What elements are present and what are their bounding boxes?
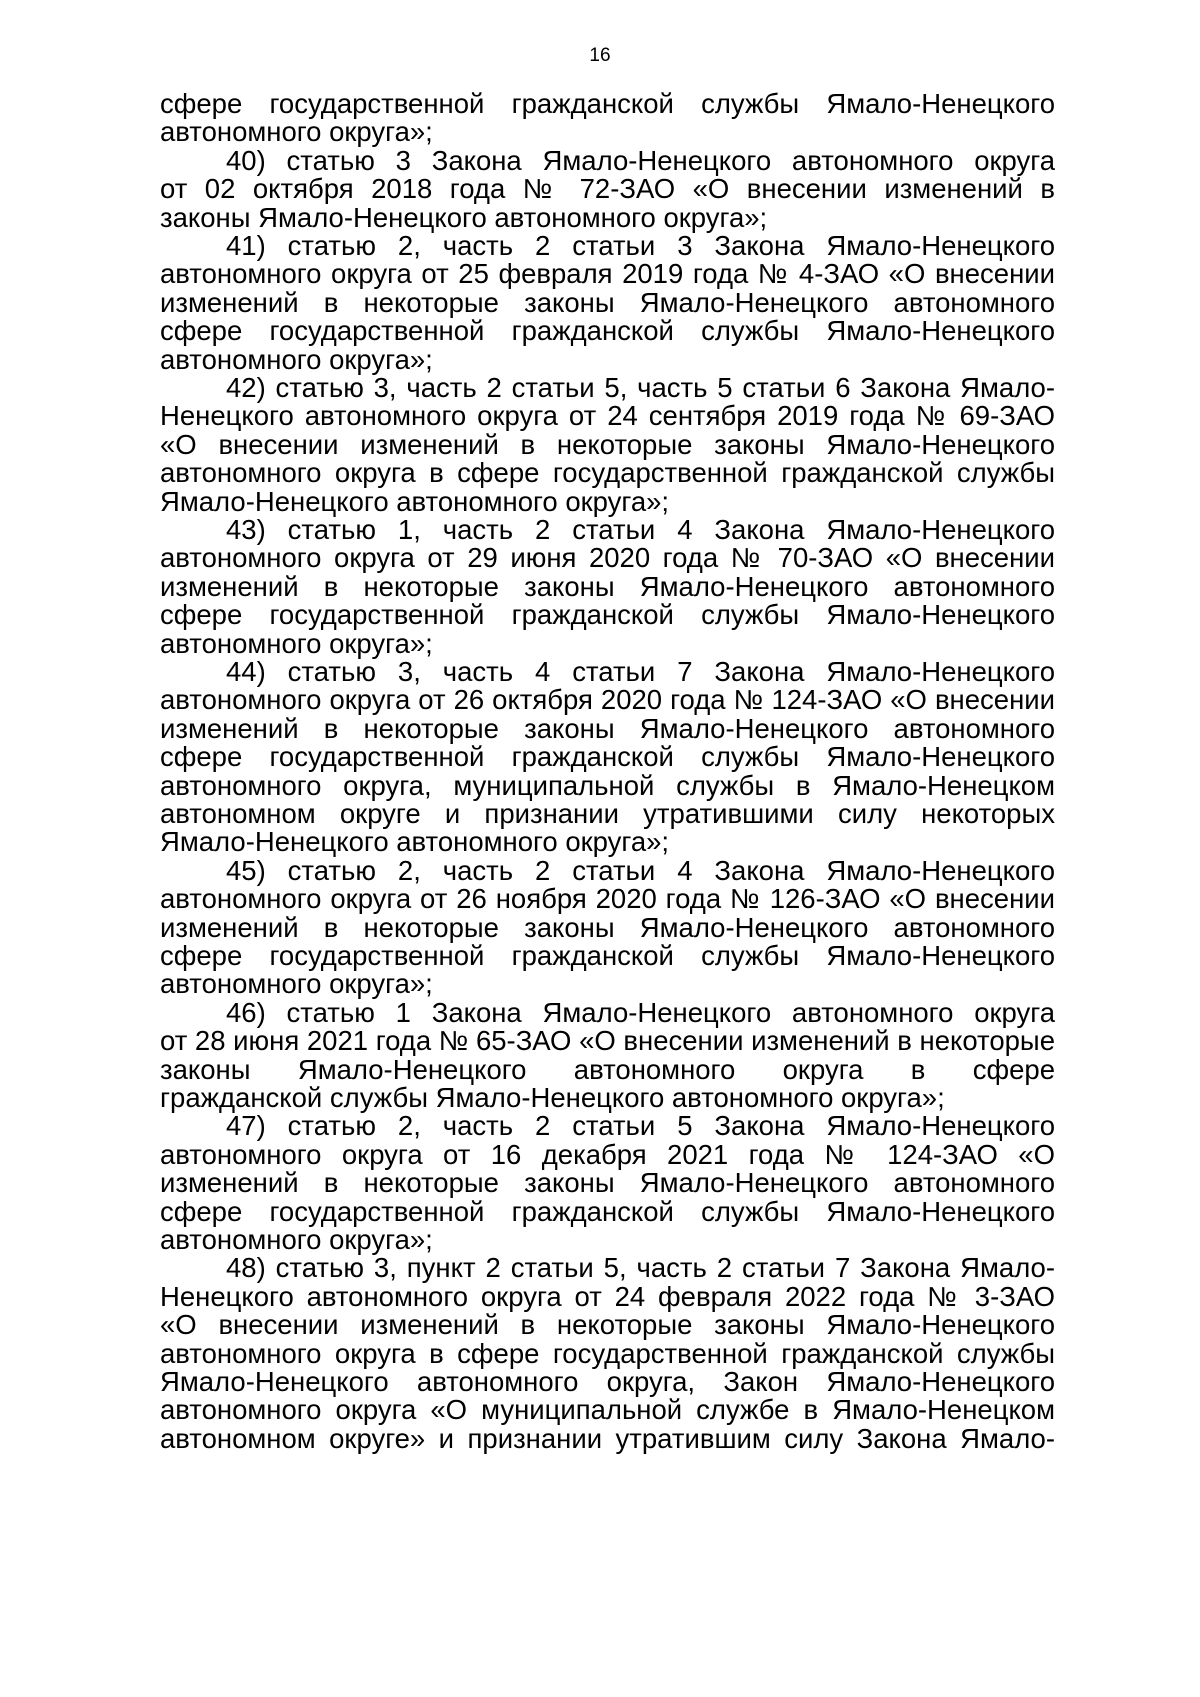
text-line: «О внесении изменений в некоторые законы Ямало-Ненецкого xyxy=(160,1309,1055,1341)
paragraph-first-line: 41) статью 2, часть 2 статьи 3 Закона Ямало-Ненецкого xyxy=(226,230,1055,261)
paragraph-first-line: 43) статью 1, часть 2 статьи 4 Закона Ямало-Ненецкого xyxy=(226,514,1055,545)
paragraph-first-line: 47) статью 2, часть 2 статьи 5 Закона Ямало-Ненецкого xyxy=(226,1110,1055,1142)
text-line: изменений в некоторые законы Ямало-Ненецкого автономного xyxy=(160,712,1055,744)
text-line: автономного округа»; xyxy=(160,343,433,375)
text-line: автономного округа от 26 ноября 2020 года № 126-ЗАО «О внесении xyxy=(160,883,1055,915)
paragraph-first-line: 44) статью 3, часть 4 статьи 7 Закона Ямало-Ненецкого xyxy=(226,656,1055,687)
text-line: Ямало-Ненецкого автономного округа»; xyxy=(160,826,670,858)
text-line: гражданской службы Ямало-Ненецкого автономного округа»; xyxy=(160,1082,945,1113)
text-line: сфере государственной гражданской службы Ямало-Ненецкого xyxy=(160,940,1055,971)
text-line: сфере государственной гражданской службы Ямало-Ненецкого xyxy=(160,599,1055,631)
text-line: законы Ямало-Ненецкого автономного округа»; xyxy=(160,201,768,233)
paragraph-first-line: 40) статью 3 Закона Ямало-Ненецкого автономного округа xyxy=(226,144,1055,176)
text-line: сфере государственной гражданской службы Ямало-Ненецкого xyxy=(160,315,1055,347)
paragraph-first-line: 45) статью 2, часть 2 статьи 4 Закона Ямало-Ненецкого xyxy=(226,854,1055,886)
text-line: автономного округа»; xyxy=(160,968,433,1000)
text-line: сфере государственной гражданской службы Ямало-Ненецкого xyxy=(160,741,1055,773)
text-line: сфере государственной гражданской службы Ямало-Ненецкого xyxy=(160,88,1055,119)
text-line: автономного округа от 29 июня 2020 года № 70-ЗАО «О внесении xyxy=(160,542,1055,574)
text-line: автономного округа»; xyxy=(160,116,433,148)
text-line: автономного округа «О муниципальной службе в Ямало-Ненецком xyxy=(160,1394,1055,1426)
text-line: изменений в некоторые законы Ямало-Ненецкого автономного xyxy=(160,1167,1055,1199)
paragraph-first-line: 48) статью 3, пункт 2 статьи 5, часть 2 статьи 7 Закона Ямало- xyxy=(226,1252,1055,1284)
text-line: автономного округа, муниципальной службы в Ямало-Ненецком xyxy=(160,769,1055,801)
text-line: автономном округе» и признании утратившим силу Закона Ямало- xyxy=(160,1422,1055,1454)
text-line: автономного округа в сфере государственной гражданской службы xyxy=(160,1337,1055,1369)
text-line: изменений в некоторые законы Ямало-Ненецкого автономного xyxy=(160,286,1055,318)
text-line: изменений в некоторые законы Ямало-Ненецкого автономного xyxy=(160,911,1055,943)
text-line: автономного округа в сфере государственной гражданской службы xyxy=(160,457,1055,489)
text-line: Ямало-Ненецкого автономного округа, Закон Ямало-Ненецкого xyxy=(160,1366,1055,1397)
text-line: сфере государственной гражданской службы Ямало-Ненецкого xyxy=(160,1195,1055,1227)
text-line: от 02 октября 2018 года № 72-ЗАО «О внесении изменений в xyxy=(160,173,1055,205)
text-line: автономного округа от 25 февраля 2019 года № 4-ЗАО «О внесении xyxy=(160,258,1055,290)
text-line: Ненецкого автономного округа от 24 сентября 2019 года № 69-ЗАО xyxy=(160,400,1055,432)
text-line: автономного округа от 26 октября 2020 года № 124-ЗАО «О внесении xyxy=(160,684,1055,716)
text-line: от 28 июня 2021 года № 65-ЗАО «О внесении изменений в некоторые xyxy=(160,1025,1055,1057)
text-line: законы Ямало-Ненецкого автономного округа в сфере xyxy=(160,1053,1055,1085)
text-line: Ямало-Ненецкого автономного округа»; xyxy=(160,485,670,517)
paragraph-first-line: 42) статью 3, часть 2 статьи 5, часть 5 статьи 6 Закона Ямало- xyxy=(226,372,1055,403)
paragraph-first-line: 46) статью 1 Закона Ямало-Ненецкого автономного округа xyxy=(226,996,1055,1028)
text-line: автономного округа»; xyxy=(160,627,433,659)
text-line: автономного округа»; xyxy=(160,1224,433,1255)
text-line: изменений в некоторые законы Ямало-Ненецкого автономного xyxy=(160,570,1055,602)
page-number: 16 xyxy=(589,45,611,66)
text-line: «О внесении изменений в некоторые законы Ямало-Ненецкого xyxy=(160,428,1055,460)
text-line: автономном округе и признании утратившими силу некоторых xyxy=(160,798,1055,829)
text-line: Ненецкого автономного округа от 24 февраля 2022 года № 3-ЗАО xyxy=(160,1280,1055,1312)
text-line: автономного округа от 16 декабря 2021 года № 124-ЗАО «О xyxy=(160,1138,1055,1170)
